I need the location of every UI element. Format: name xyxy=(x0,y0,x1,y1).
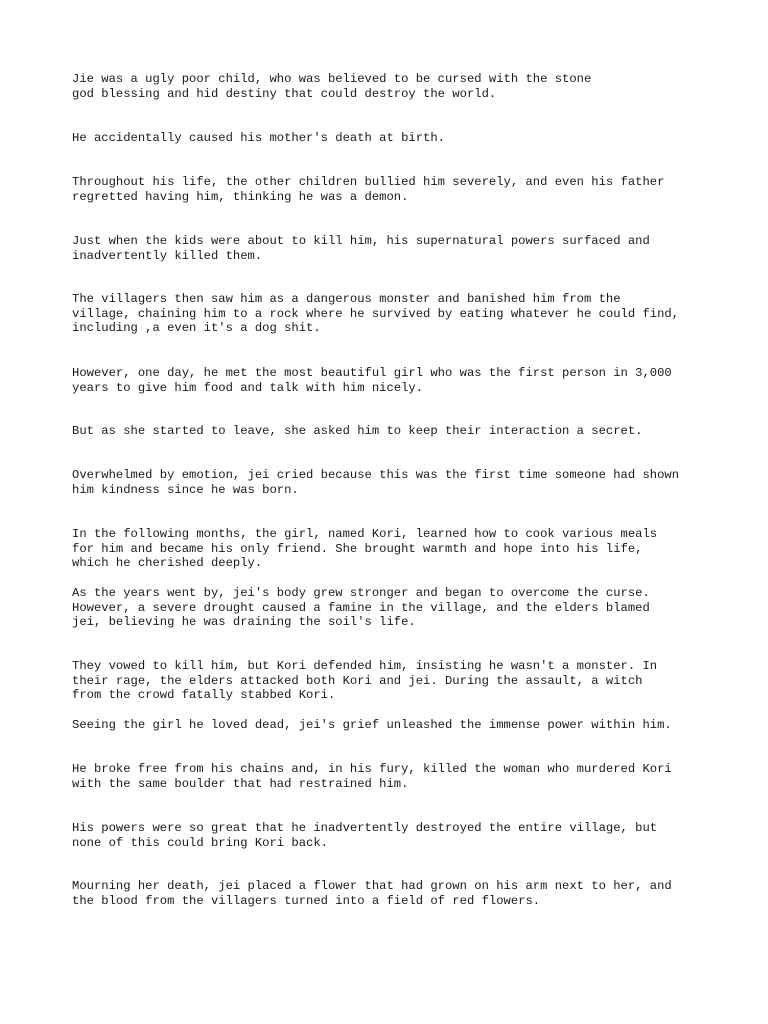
paragraph-12: Seeing the girl he loved dead, jei's grief unleashed the immense power within him. xyxy=(72,718,672,732)
paragraph-1: Jie was a ugly poor child, who was believed to be cursed with the stone god blessing and hid destiny that could destroy the world. xyxy=(72,72,592,101)
paragraph-8: Overwhelmed by emotion, jei cried because this was the first time someone had shown him kindness since he was born. xyxy=(72,468,680,497)
paragraph-4: Just when the kids were about to kill him, his supernatural powers surfaced and inadvertently killed them. xyxy=(72,234,650,263)
paragraph-13: He broke free from his chains and, in his fury, killed the woman who murdered Kori with the same boulder that had restrained him. xyxy=(72,762,672,791)
paragraph-9: In the following months, the girl, named Kori, learned how to cook various meals for him and became his only friend. She brought warmth and hope into his life, which he cherished deeply. xyxy=(72,527,658,571)
paragraph-15: Mourning her death, jei placed a flower that had grown on his arm next to her, and the blood from the villagers turned into a field of red flowers. xyxy=(72,879,672,908)
paragraph-7: But as she started to leave, she asked him to keep their interaction a secret. xyxy=(72,424,643,438)
paragraph-14: His powers were so great that he inadvertently destroyed the entire village, but none of this could bring Kori back. xyxy=(72,821,658,850)
paragraph-11: They vowed to kill him, but Kori defended him, insisting he wasn't a monster. In their rage, the elders attacked both Kori and jei. During the assault, a witch from the crowd fatally stabbed Kori. xyxy=(72,659,658,703)
paragraph-10: As the years went by, jei's body grew stronger and began to overcome the curse. However, a severe drought caused a famine in the village, and the elders blamed jei, believing he was draining the soil's life. xyxy=(72,586,650,630)
paragraph-5: The villagers then saw him as a dangerous monster and banished him from the village, chaining him to a rock where he survived by eating whatever he could find, including ,a even it's a dog shit. xyxy=(72,292,680,336)
paragraph-3: Throughout his life, the other children bullied him severely, and even his father regretted having him, thinking he was a demon. xyxy=(72,175,665,204)
paragraph-6: However, one day, he met the most beautiful girl who was the first person in 3,000 years to give him food and talk with him nicely. xyxy=(72,366,672,395)
paragraph-2: He accidentally caused his mother's death at birth. xyxy=(72,131,445,145)
